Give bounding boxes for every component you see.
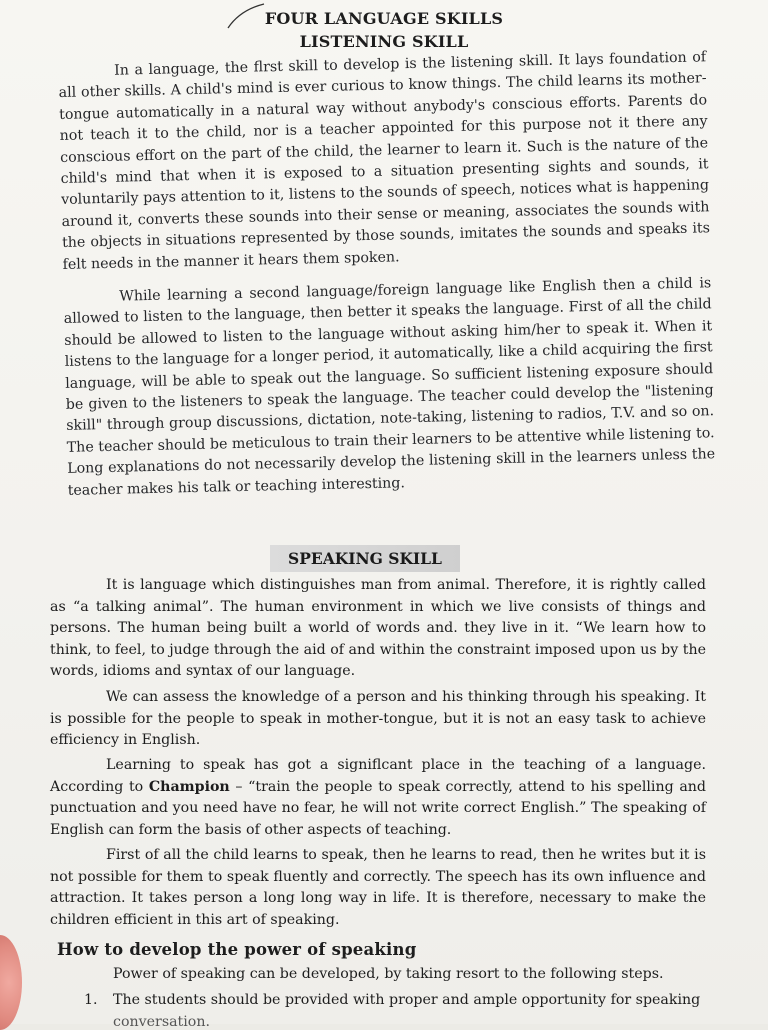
list-item-text: The students should be provided with proper and ample opportunity for speaking (113, 992, 701, 1008)
develop-speaking-heading: How to develop the power of speaking (57, 940, 417, 959)
section-title-listening: LISTENING SKILL (299, 32, 469, 51)
chapter-title: FOUR LANGUAGE SKILLS (264, 9, 504, 28)
speaking-paragraph-2: We can assess the knowledge of a person and his thinking through his speaking. It is possible for the people to speak in mother-tongue, but it is not an easy task to achieve efficiency in English. (50, 689, 706, 749)
listening-paragraph-2: While learning a second language/foreign language like English then a child is allowed to listen to the language, then better it speaks the language. First of all the child should be allowed to listen to the language without asking him/her to speak it. When it listens to the language for a longer period, it automatically, like a child acquiring the first language, will be able to speak out the language. So sufficient listening exposure should be given to the listeners to speak the language. The teacher could develop the "listening skill" through group discussions, dictation, note-taking, listening to radios, T.V. and so on. The teacher should be meticulous to train their learners to be attentive while listening to. Long explanations do not necessarily develop the listening skill in the learners unless the teacher makes his talk or teaching interesting. (63, 275, 716, 499)
listening-paragraph-1: In a language, the flrst skill to develop is the listening skill. It lays foundation of all other skills. A child's mind is ever curious to know things. The child learns its mother-tongue automatically in a natural way without anybody's conscious efforts. Parents do not teach it to the child, nor is a teacher appointed for this purpose not it there any conscious effort on the part of the child, the learner to learn it. Such is the nature of the child's mind that when it is exposed to a situation presenting sights and sounds, it voluntarily pays attention to it, listens to the sounds of speech, notices what is happening around it, converts these sounds into their sense or meaning, associates the sounds with the objects in situations represented by those sounds, imitates the sounds and speaks its felt needs in the manner it hears them spoken. (58, 49, 711, 273)
steps-intro: Power of speaking can be developed, by taking resort to the following steps. (113, 966, 664, 982)
cut-off-text: conversation. (113, 1014, 210, 1030)
speaking-paragraph-3-end: – “train the people to speak correctly, attend to his spelling and punctuation and you need have no fear, he will not write correct English.” The speaking of English can form the basis of other aspects of teaching. (50, 778, 707, 838)
speaking-paragraph-3-start: Learning to speak has got a signiflcant place in the teaching of a language. According to (50, 757, 706, 795)
author-name: Champion (148, 778, 230, 795)
section-title-speaking: SPEAKING SKILL (288, 549, 442, 568)
finger-edge (0, 935, 22, 1030)
list-item-number: 1. (84, 992, 98, 1008)
listening-section (58, 47, 716, 517)
speaking-paragraph-4: First of all the child learns to speak, then he learns to read, then he writes but it is not possible for them to speak fluently and correctly. The speech has its own influence and attraction. It takes person a long long way in life. It is therefore, necessary to make the children efficient in this art of speaking. (50, 847, 706, 928)
speaking-paragraph-1: It is language which distinguishes man from animal. Therefore, it is rightly called as “a talking animal”. The human environment in which we live consists of things and persons. The human being built a world of words and. they live in it. “We learn how to think, to feel, to judge through the aid of and within the constraint imposed upon us by the words, idioms and syntax of our language. (50, 577, 706, 680)
speaking-paragraph-3 (50, 755, 706, 841)
